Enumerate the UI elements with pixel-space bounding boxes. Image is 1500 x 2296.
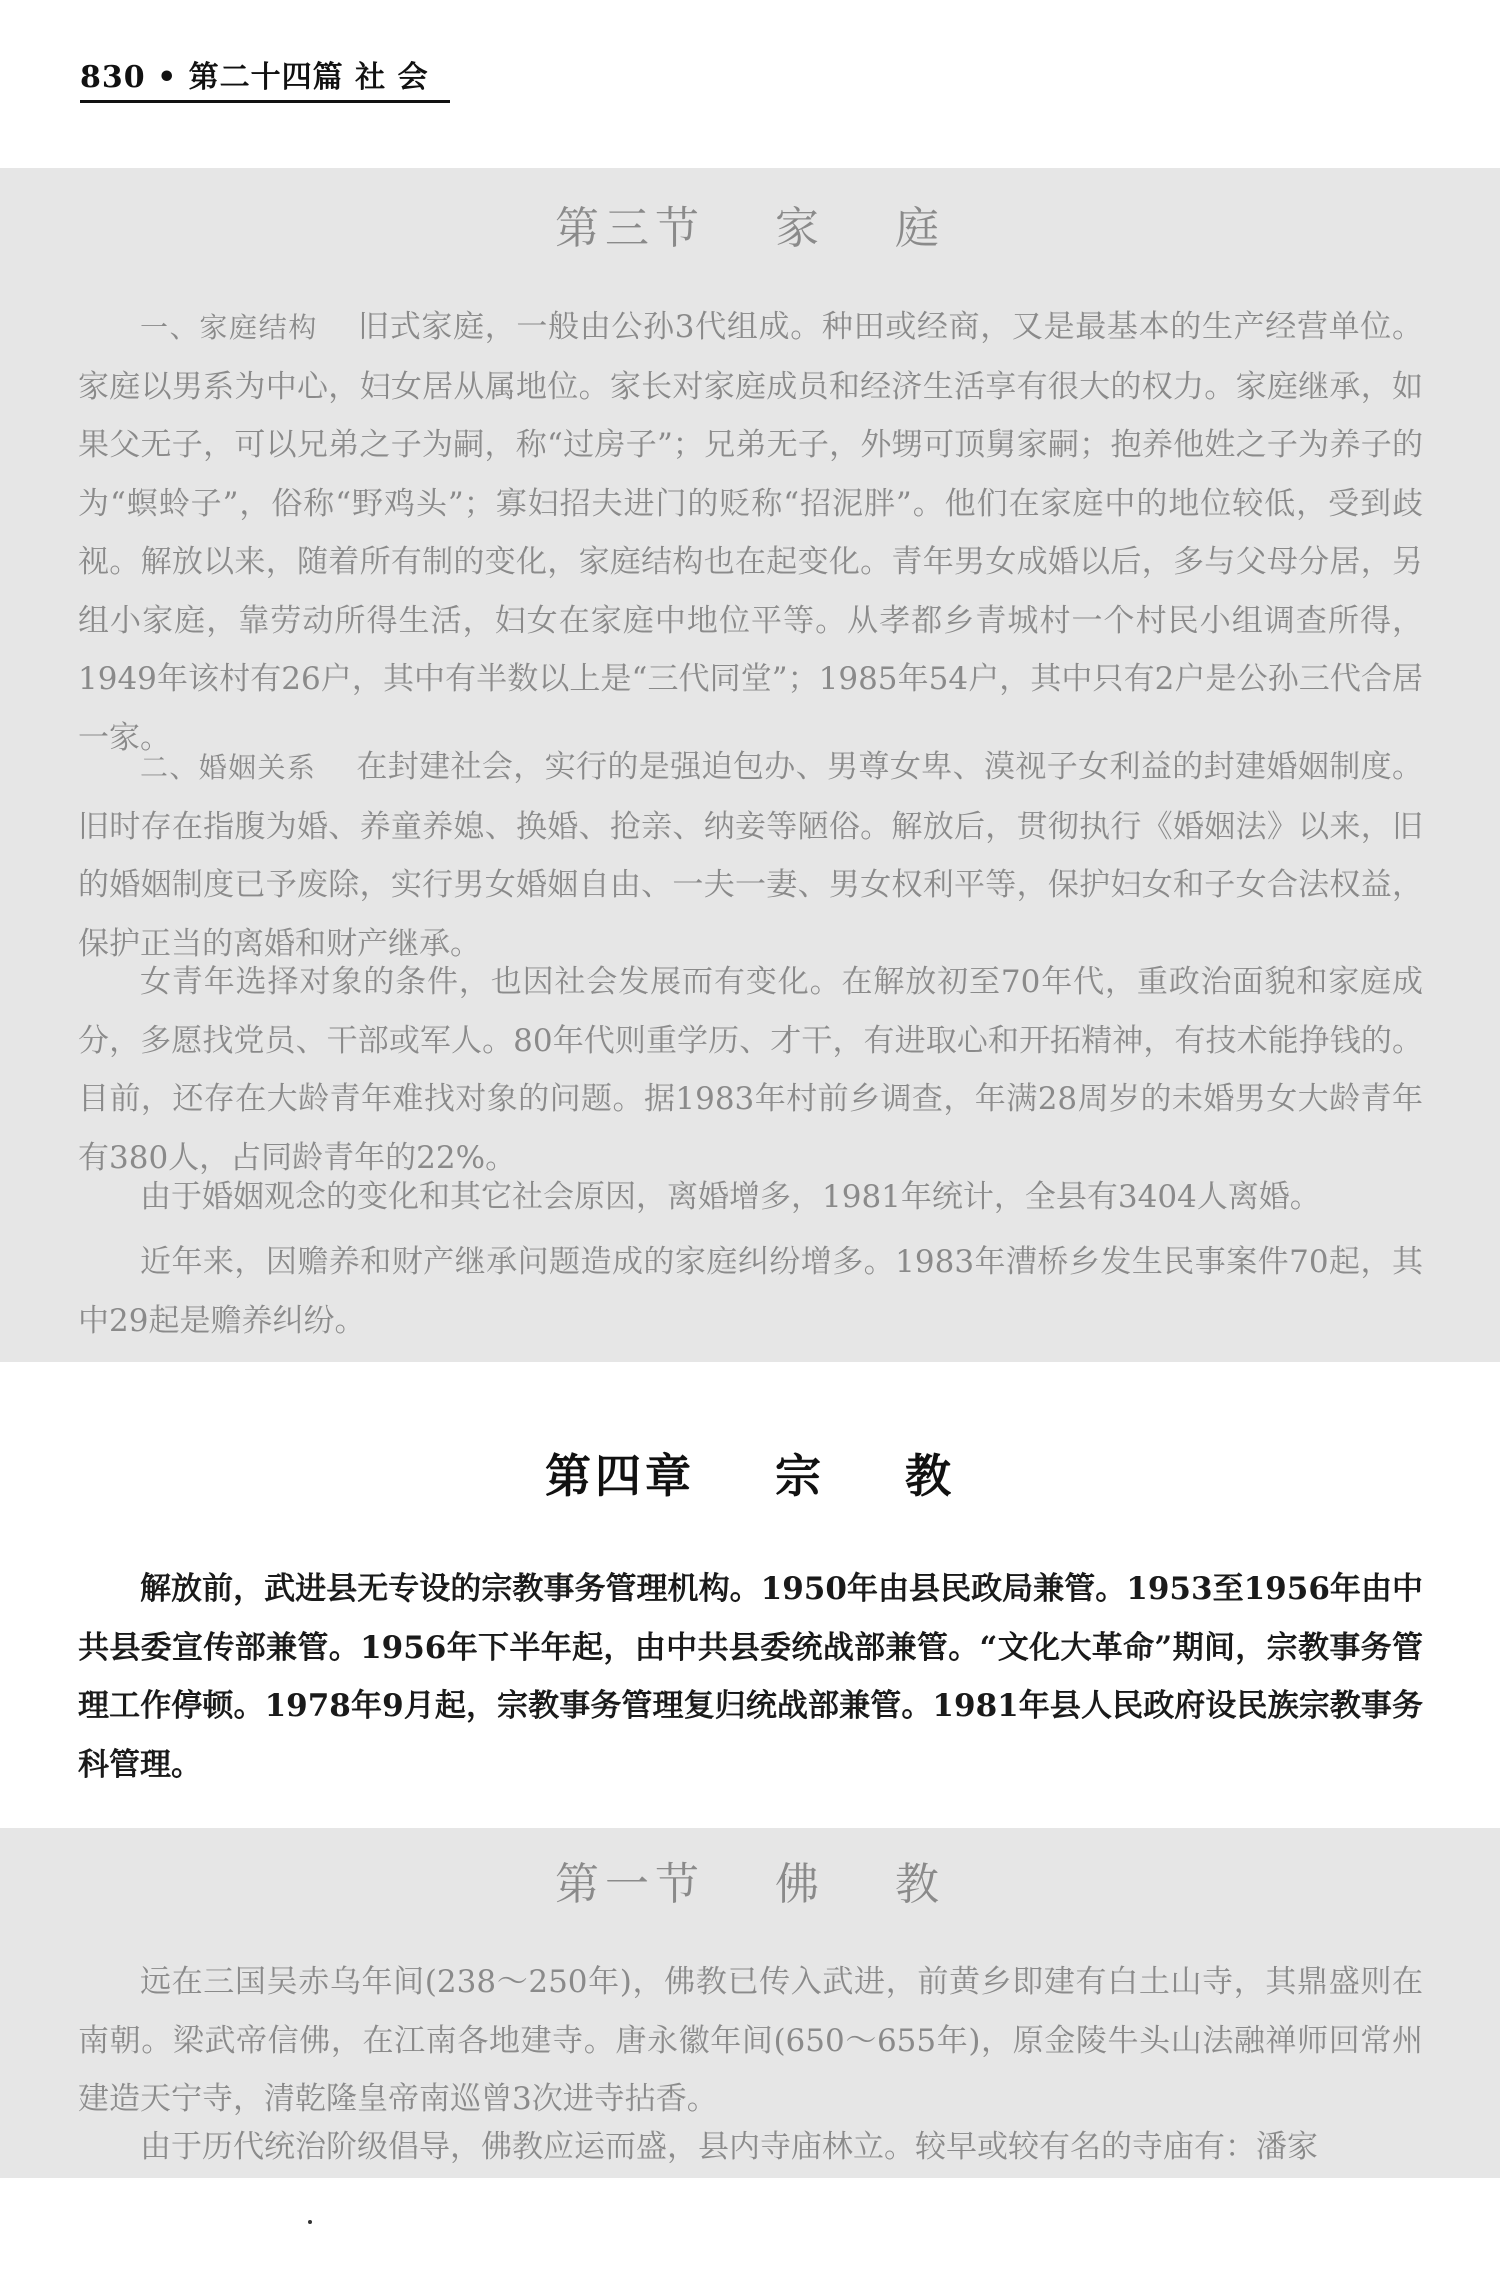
paragraph-buddhism-temples: 由于历代统治阶级倡导，佛教应运而盛，县内寺庙林立。较早或较有名的寺庙有：潘家 [140, 2129, 1318, 2165]
header-rule [80, 100, 450, 103]
paragraph-divorce: 由于婚姻观念的变化和其它社会原因，离婚增多，1981年统计，全县有3404人离婚。 [140, 1179, 1321, 1215]
chapter-title-religion: 第四章 宗 教 [544, 1449, 956, 1503]
section-buddhism-block [0, 1828, 1500, 2178]
label-family-structure: 一、家庭结构 [140, 311, 319, 344]
page-header: 830 • 第二十四篇 社 会 [80, 60, 429, 95]
text-marriage-relations: 在封建社会，实行的是强迫包办、男尊女卑、漠视子女利益的封建婚姻制度。旧时存在指腹为婚、养童养媳、换婚、抢亲、纳妾等陋俗。解放后，贯彻执行《婚姻法》以来，旧的婚姻制度已予废除，实行男女婚姻自由、一夫一妻、男女权利平等，保护妇女和子女合法权益，保护正当的离婚和财产继承。 [78, 749, 1423, 962]
label-marriage-relations: 二、婚姻关系 [140, 751, 317, 784]
section-title-buddhism: 第一节 佛 教 [555, 1859, 945, 1910]
text-family-structure: 旧式家庭，一般由公孙3代组成。种田或经商，又是最基本的生产经营单位。家庭以男系为中心，妇女居从属地位。家长对家庭成员和经济生活享有很大的权力。家庭继承，如果父无子，可以兄弟之子为嗣，称“过房子”；兄弟无子，外甥可顶舅家嗣；抱养他姓之子为养子的为“螟蛉子”，俗称“野鸡头”；寡妇招夫进门的贬称“招泥胖”。他们在家庭中的地位较低，受到歧视。解放以来，随着所有制的变化，家庭结构也在起变化。青年男女成婚以后，多与父母分居，另组小家庭，靠劳动所得生活，妇女在家庭中地位平等。从孝都乡青城村一个村民小组调查所得，1949年该村有26户，其中有半数以上是“三代同堂”；1985年54户，其中只有2户是公孙三代合居一家。 [78, 309, 1423, 756]
paragraph-family-structure [78, 298, 1423, 767]
paragraph-marriage-relations [78, 738, 1423, 973]
paragraph-buddhism-history: 远在三国吴赤乌年间(238～250年)，佛教已传入武进，前黄乡即建有白土山寺，其鼎盛则在南朝。梁武帝信佛，在江南各地建寺。唐永徽年间(650～655年)，原金陵牛头山法融禅师回常州建造天宁寺，清乾隆皇帝南巡曾3次进寺拈香。 [78, 1964, 1423, 2117]
section-family-block [0, 168, 1500, 1362]
scan-speck [308, 2220, 312, 2224]
paragraph-religion-intro: 解放前，武进县无专设的宗教事务管理机构。1950年由县民政局兼管。1953至1956年由中共县委宣传部兼管。1956年下半年起，由中共县委统战部兼管。“文化大革命”期间，宗教事务管理工作停顿。1978年9月起，宗教事务管理复归统战部兼管。1981年县人民政府设民族宗教事务科管理。 [78, 1571, 1423, 1783]
section-title-family: 第三节 家 庭 [555, 203, 945, 254]
paragraph-partner-selection: 女青年选择对象的条件，也因社会发展而有变化。在解放初至70年代，重政治面貌和家庭成分，多愿找党员、干部或军人。80年代则重学历、才干，有进取心和开拓精神，有技术能挣钱的。目前，还存在大龄青年难找对象的问题。据1983年村前乡调查，年满28周岁的未婚男女大龄青年有380人，占同龄青年的22%。 [78, 964, 1423, 1176]
paragraph-family-disputes: 近年来，因赡养和财产继承问题造成的家庭纠纷增多。1983年漕桥乡发生民事案件70起，其中29起是赡养纠纷。 [78, 1244, 1423, 1339]
